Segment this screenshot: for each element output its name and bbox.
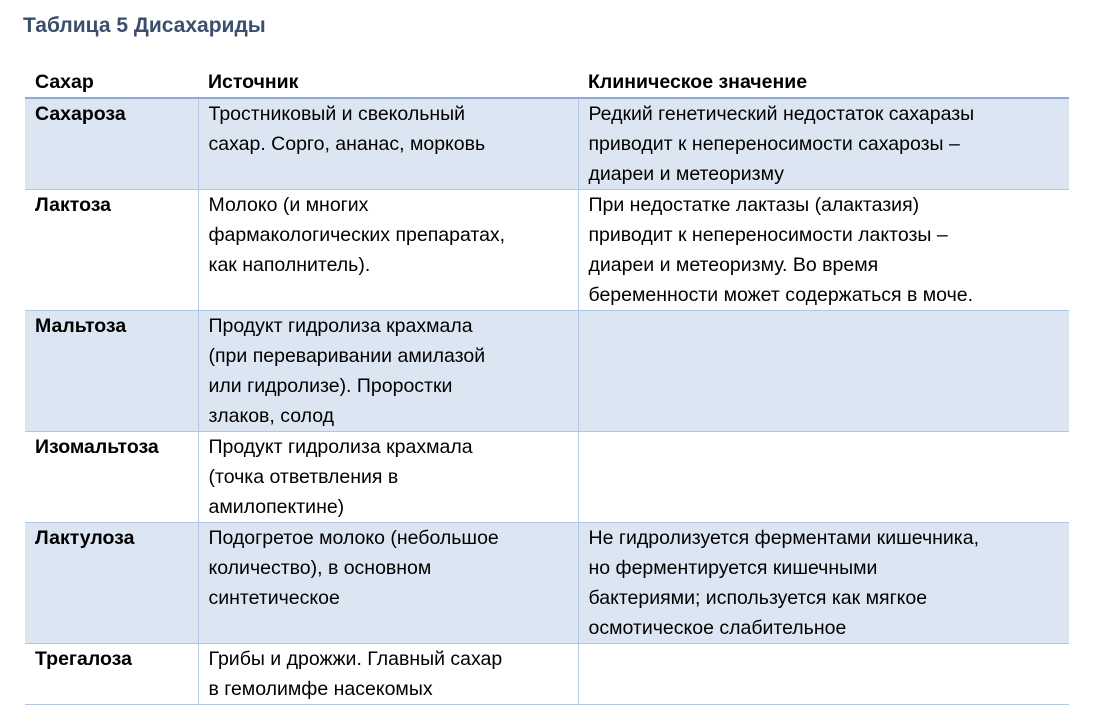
clinical-cell — [578, 432, 1069, 523]
clinical-cell — [578, 311, 1069, 432]
table-row — [25, 98, 1069, 190]
sugar-cell: Мальтоза — [25, 311, 198, 432]
table-header-row — [25, 66, 1069, 98]
sugar-cell: Изомальтоза — [25, 432, 198, 523]
table-row — [25, 190, 1069, 311]
source-cell: Продукт гидролиза крахмала (точка ответвления в амилопектине) — [198, 432, 578, 523]
table-row — [25, 523, 1069, 644]
clinical-cell: Не гидролизуется ферментами кишечника, но ферментируется кишечными бактериями; используется как мягкое осмотическое слабительное — [578, 523, 1069, 644]
column-header-clinical: Клиническое значение — [578, 66, 1069, 98]
table-row — [25, 432, 1069, 523]
clinical-cell: Редкий генетический недостаток сахаразы приводит к непереносимости сахарозы – диареи и метеоризму — [578, 98, 1069, 190]
clinical-cell: При недостатке лактазы (алактазия) приводит к непереносимости лактозы – диареи и метеоризму. Во время беременности может содержаться в моче. — [578, 190, 1069, 311]
clinical-cell — [578, 644, 1069, 705]
sugar-cell: Трегалоза — [25, 644, 198, 705]
sugar-cell: Лактоза — [25, 190, 198, 311]
table-caption: Таблица 5 Дисахариды — [23, 14, 266, 37]
table-row — [25, 644, 1069, 705]
disaccharides-table — [25, 66, 1069, 705]
sugar-cell: Лактулоза — [25, 523, 198, 644]
column-header-source: Источник — [198, 66, 578, 98]
table-row — [25, 311, 1069, 432]
source-cell: Подогретое молоко (небольшое количество), в основном синтетическое — [198, 523, 578, 644]
source-cell: Молоко (и многих фармакологических препаратах, как наполнитель). — [198, 190, 578, 311]
sugar-cell: Сахароза — [25, 98, 198, 190]
source-cell: Грибы и дрожжи. Главный сахар в гемолимфе насекомых — [198, 644, 578, 705]
column-header-sugar: Сахар — [25, 66, 198, 98]
source-cell: Продукт гидролиза крахмала (при переваривании амилазой или гидролизе). Проростки злаков, солод — [198, 311, 578, 432]
source-cell: Тростниковый и свекольный сахар. Сорго, ананас, морковь — [198, 98, 578, 190]
